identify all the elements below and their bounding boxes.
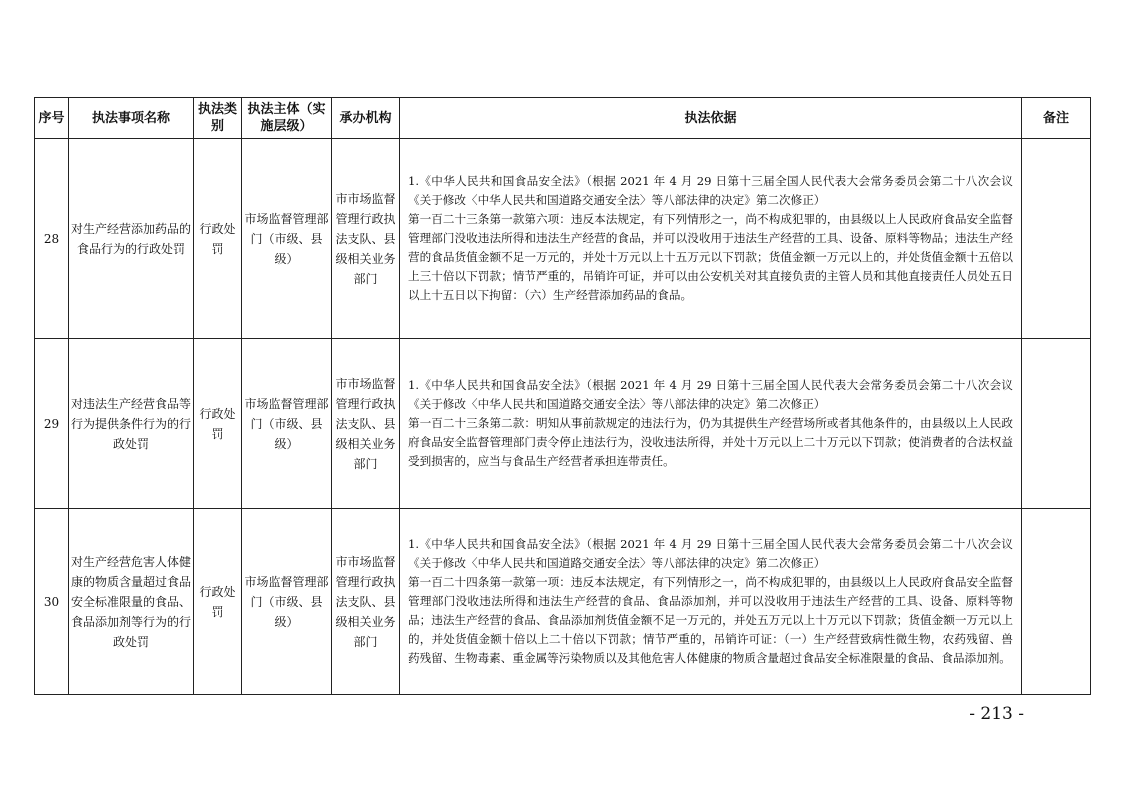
basis-paragraph: 第一百二十三条第二款：明知从事前款规定的违法行为，仍为其提供生产经营场所或者其他条件的，由县级以上人民政府食品安全监督管理部门责令停止违法行为，没收违法所得，并处十万元以上二十万元以下罚款；使消费者的合法权益受到损害的，应当与食品生产经营者承担连带责任。 <box>408 416 1013 468</box>
basis-paragraph: 1.《中华人民共和国食品安全法》（根据 2021 年 4 月 29 日第十三届全国人民代表大会常务委员会第二十八次会议《关于修改〈中华人民共和国道路交通安全法〉等八部法律的决定》第二次修正） <box>408 378 1013 411</box>
row-serial: 28 <box>35 139 69 339</box>
row-handling-org: 市市场监督管理行政执法支队、县级相关业务部门 <box>332 139 400 339</box>
row-category: 行政处罚 <box>194 509 242 695</box>
basis-paragraph: 第一百二十四条第一款第一项：违反本法规定，有下列情形之一，尚不构成犯罪的，由县级以上人民政府食品安全监督管理部门没收违法所得和违法生产经营的食品、食品添加剂，并可以没收用于违法生产经营的工具、设备、原料等物品；违法生产经营的食品、食品添加剂货值金额不足一万元的，并处五万元以上十万元以下罚款；货值金额一万元以上的，并处货值金额十倍以上二十倍以下罚款；情节严重的，吊销许可证：（一）生产经营致病性微生物，农药残留、兽药残留、生物毒素、重金属等污染物质以及其他危害人体健康的物质含量超过食品安全标准限量的食品、食品添加剂。 <box>408 575 1013 665</box>
table-row <box>35 339 1091 509</box>
header-category: 执法类别 <box>194 98 242 139</box>
row-enforcement-body: 市场监督管理部门（市级、县级） <box>242 339 332 509</box>
row-legal-basis <box>400 509 1022 695</box>
row-category: 行政处罚 <box>194 339 242 509</box>
header-legal-basis: 执法依据 <box>400 98 1022 139</box>
row-handling-org: 市市场监督管理行政执法支队、县级相关业务部门 <box>332 509 400 695</box>
row-item-name: 对生产经营添加药品的食品行为的行政处罚 <box>69 139 194 339</box>
header-enforcement-body: 执法主体（实施层级） <box>242 98 332 139</box>
table-row <box>35 139 1091 339</box>
basis-paragraph: 1.《中华人民共和国食品安全法》（根据 2021 年 4 月 29 日第十三届全国人民代表大会常务委员会第二十八次会议《关于修改〈中华人民共和国道路交通安全法〉等八部法律的决定》第二次修正） <box>408 537 1013 570</box>
basis-paragraph: 第一百二十三条第一款第六项：违反本法规定，有下列情形之一，尚不构成犯罪的，由县级以上人民政府食品安全监督管理部门没收违法所得和违法生产经营的食品，并可以没收用于违法生产经营的工具、设备、原料等物品；违法生产经营的食品货值金额不足一万元的，并处十万元以上十五万元以下罚款；货值金额一万元以上的，并处货值金额十五倍以上三十倍以下罚款；情节严重的，吊销许可证，并可以由公安机关对其直接负责的主管人员和其他直接责任人员处五日以上十五日以下拘留：（六）生产经营添加药品的食品。 <box>408 212 1013 302</box>
row-enforcement-body: 市场监督管理部门（市级、县级） <box>242 509 332 695</box>
header-handling-org: 承办机构 <box>332 98 400 139</box>
row-item-name: 对生产经营危害人体健康的物质含量超过食品安全标准限量的食品、食品添加剂等行为的行政处罚 <box>69 509 194 695</box>
row-remarks <box>1022 339 1091 509</box>
row-legal-basis <box>400 339 1022 509</box>
enforcement-table <box>34 97 1091 695</box>
page-number: - 213 - <box>969 704 1024 724</box>
table-row <box>35 509 1091 695</box>
row-remarks <box>1022 139 1091 339</box>
header-serial: 序号 <box>35 98 69 139</box>
row-serial: 30 <box>35 509 69 695</box>
row-category: 行政处罚 <box>194 139 242 339</box>
basis-paragraph: 1.《中华人民共和国食品安全法》（根据 2021 年 4 月 29 日第十三届全国人民代表大会常务委员会第二十八次会议《关于修改〈中华人民共和国道路交通安全法〉等八部法律的决定》第二次修正） <box>408 174 1013 207</box>
row-enforcement-body: 市场监督管理部门（市级、县级） <box>242 139 332 339</box>
row-item-name: 对违法生产经营食品等行为提供条件行为的行政处罚 <box>69 339 194 509</box>
header-item-name: 执法事项名称 <box>69 98 194 139</box>
header-remarks: 备注 <box>1022 98 1091 139</box>
row-remarks <box>1022 509 1091 695</box>
row-serial: 29 <box>35 339 69 509</box>
row-legal-basis <box>400 139 1022 339</box>
table-header-row <box>35 98 1091 139</box>
row-handling-org: 市市场监督管理行政执法支队、县级相关业务部门 <box>332 339 400 509</box>
